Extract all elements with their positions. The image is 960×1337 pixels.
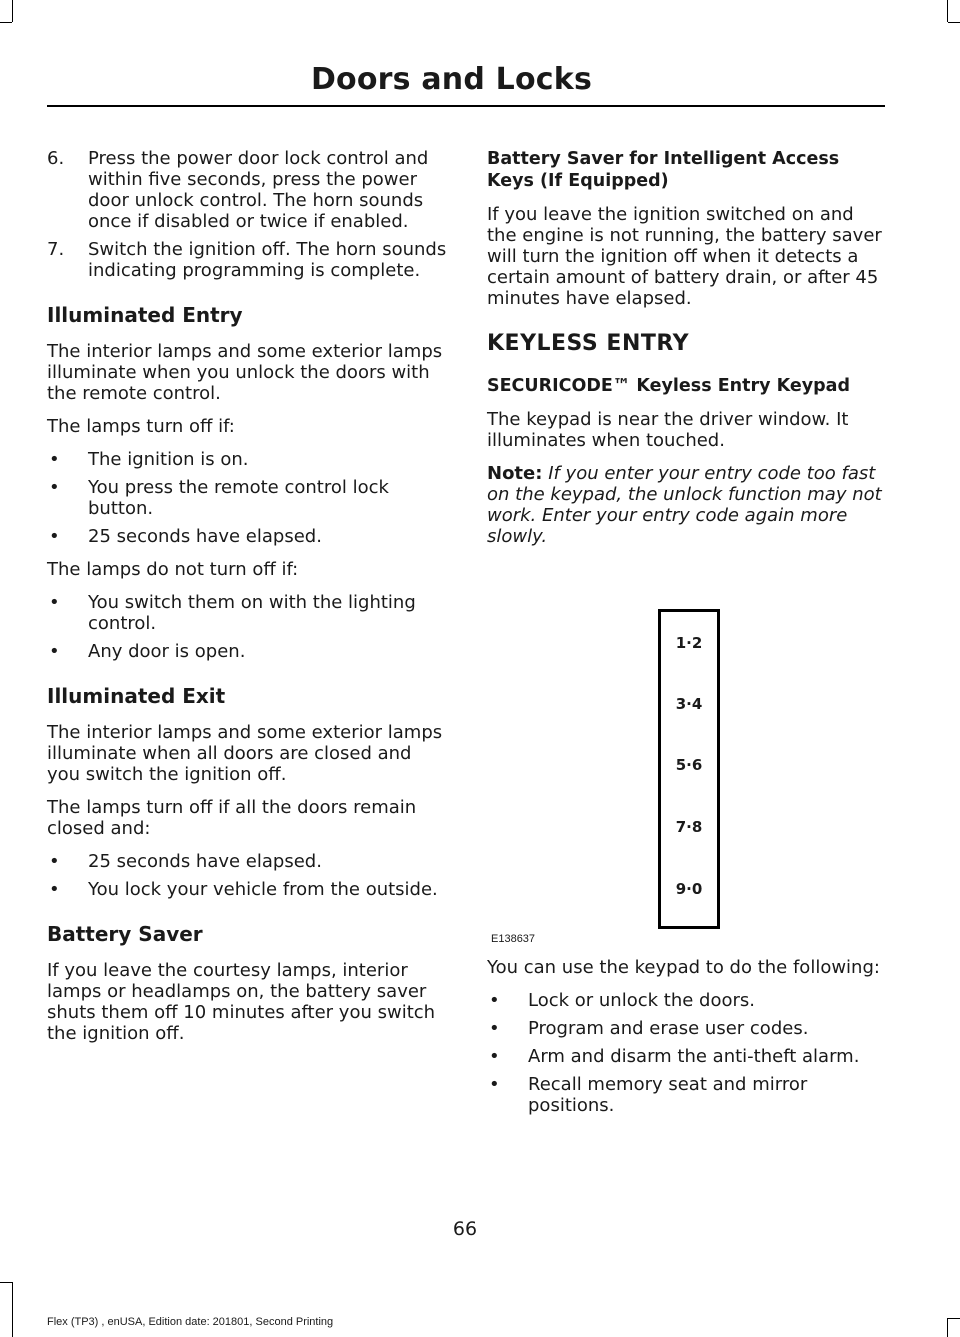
page-number: 66	[452, 1218, 478, 1240]
list-item	[47, 449, 447, 470]
left-column	[47, 148, 447, 1056]
list-item-text: Program and erase user codes.	[528, 1018, 809, 1039]
bullet-list	[47, 851, 447, 900]
paragraph: If you leave the ignition switched on and the engine is not running, the battery saver will turn the ignition off when it detects a certain amount of battery drain, or after 45 minutes have elapsed.	[487, 204, 882, 309]
footer-text: Flex (TP3) , enUSA, Edition date: 201801, Second Printing	[47, 1316, 334, 1328]
section-heading: Illuminated Exit	[47, 684, 226, 708]
keypad-key: 3·4	[675, 695, 703, 713]
list-item-text: 25 seconds have elapsed.	[88, 851, 322, 872]
list-item-text: Recall memory seat and mirror positions.	[528, 1074, 808, 1116]
step-number: 6.	[47, 148, 65, 169]
bullet-list	[47, 592, 447, 662]
keypad-key: 5·6	[675, 756, 703, 774]
list-item	[47, 879, 447, 900]
bullet: •	[489, 1074, 500, 1095]
crop-mark	[947, 0, 948, 22]
section-heading: SECURICODE™ Keyless Entry Keypad	[487, 376, 851, 396]
keypad-illustration	[658, 609, 720, 929]
crop-mark	[948, 22, 960, 23]
bullet: •	[489, 1018, 500, 1039]
list-item	[487, 1018, 885, 1039]
paragraph: The lamps turn off if:	[47, 416, 235, 437]
keypad-key: 1·2	[675, 634, 703, 652]
list-item	[487, 1046, 885, 1067]
list-item-text: The ignition is on.	[88, 449, 249, 470]
header-divider	[47, 105, 885, 107]
list-item-text: Arm and disarm the anti-theft alarm.	[528, 1046, 860, 1067]
list-item	[47, 148, 447, 232]
chapter-heading: KEYLESS ENTRY	[487, 331, 690, 356]
paragraph: The interior lamps and some exterior lamps illuminate when you unlock the doors with the remote control.	[47, 341, 443, 404]
step-text: Press the power door lock control and within five seconds, press the power door unlock control. The horn sounds once if disabled or twice if enabled.	[88, 148, 429, 232]
list-item	[487, 990, 885, 1011]
bullet: •	[49, 879, 60, 900]
bullet: •	[49, 592, 60, 613]
crop-mark	[947, 1318, 948, 1337]
figure-id: E138637	[491, 933, 536, 945]
paragraph: If you leave the courtesy lamps, interior lamps or headlamps on, the battery saver shuts them off 10 minutes after you switch the ignition off.	[47, 960, 436, 1044]
bullet: •	[489, 990, 500, 1011]
bullet: •	[49, 641, 60, 662]
crop-mark	[0, 22, 12, 23]
paragraph: The lamps turn off if all the doors remain closed and:	[47, 797, 417, 839]
crop-mark	[0, 1282, 12, 1283]
bullet: •	[49, 477, 60, 498]
paragraph: You can use the keypad to do the following:	[487, 957, 880, 978]
list-item	[47, 239, 447, 281]
note	[487, 463, 885, 547]
list-item-text: Lock or unlock the doors.	[528, 990, 755, 1011]
paragraph: The interior lamps and some exterior lamps illuminate when all doors are closed and you switch the ignition off.	[47, 722, 443, 785]
step-text: Switch the ignition off. The horn sounds indicating programming is complete.	[88, 239, 447, 281]
note-text: If you enter your entry code too fast on the keypad, the unlock function may not work. Enter your entry code again more slowly.	[487, 463, 882, 547]
list-item	[47, 592, 447, 634]
list-item-text: You press the remote control lock button.	[88, 477, 389, 519]
keypad-key: 7·8	[675, 818, 703, 836]
list-item-text: You switch them on with the lighting control.	[88, 592, 416, 634]
crop-mark	[948, 1318, 960, 1319]
bullet: •	[49, 851, 60, 872]
list-item	[47, 851, 447, 872]
section-heading: Illuminated Entry	[47, 303, 243, 327]
paragraph: The keypad is near the driver window. It illuminates when touched.	[487, 409, 849, 451]
list-item	[47, 641, 447, 662]
list-item	[47, 526, 447, 547]
list-item-text: 25 seconds have elapsed.	[88, 526, 322, 547]
paragraph: The lamps do not turn off if:	[47, 559, 299, 580]
list-item-text: Any door is open.	[88, 641, 246, 662]
crop-mark	[12, 1282, 13, 1337]
bullet-list	[487, 990, 885, 1116]
bullet: •	[49, 526, 60, 547]
list-item-text: You lock your vehicle from the outside.	[88, 879, 438, 900]
page-title: Doors and Locks	[310, 62, 592, 97]
note-label: Note:	[487, 463, 543, 484]
step-number: 7.	[47, 239, 65, 260]
bullet: •	[489, 1046, 500, 1067]
list-item	[487, 1074, 885, 1116]
list-item	[47, 477, 447, 519]
right-column	[487, 148, 885, 1128]
crop-mark	[12, 0, 13, 22]
keypad-key: 9·0	[675, 880, 703, 898]
programming-steps	[47, 148, 447, 281]
section-heading: Battery Saver for Intelligent Access Keys (If Equipped)	[487, 149, 840, 191]
bullet-list	[47, 449, 447, 547]
section-heading: Battery Saver	[47, 922, 203, 946]
keypad-figure	[487, 559, 885, 945]
bullet: •	[49, 449, 60, 470]
